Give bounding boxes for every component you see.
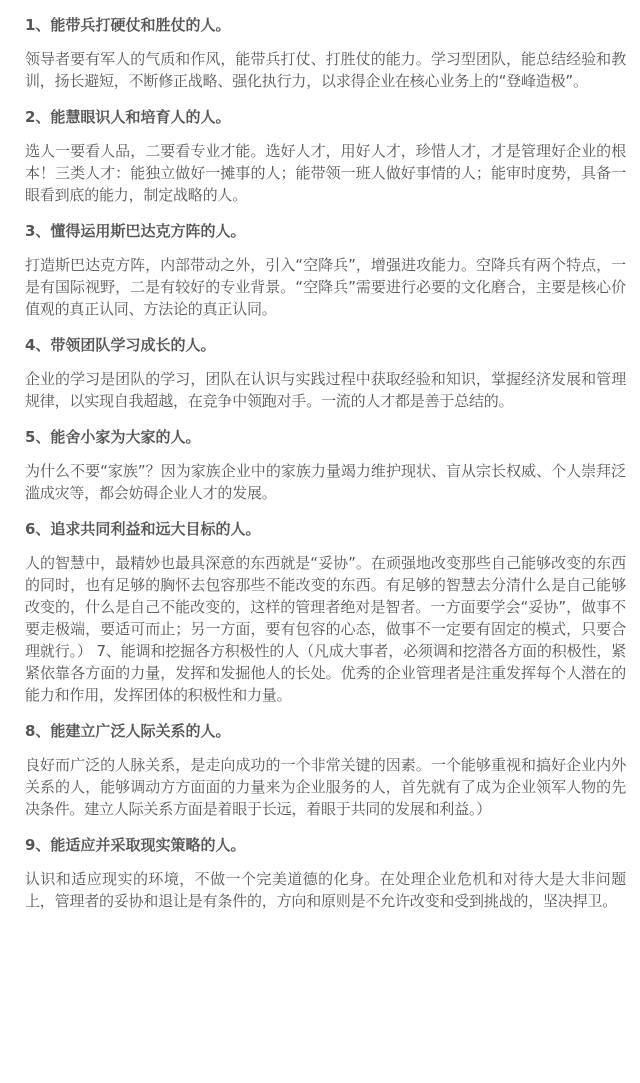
section-1 (25, 13, 626, 92)
section-heading: 8、能建立广泛人际关系的人。 (25, 722, 231, 740)
section-body: 为什么不要“家族”？因为家族企业中的家族力量竭力维护现状、盲从宗长权威、个人崇拜泛滥成灾等，都会妨碍企业人才的发展。 (25, 462, 626, 502)
section-5 (25, 425, 626, 504)
section-body: 领导者要有军人的气质和作风，能带兵打仗、打胜仗的能力。学习型团队，能总结经验和教训，扬长避短，不断修正战略、强化执行力，以求得企业在核心业务上的“登峰造极”。 (25, 50, 626, 90)
section-heading: 6、追求共同利益和远大目标的人。 (25, 520, 261, 538)
section-body: 打造斯巴达克方阵，内部带动之外，引入“空降兵”，增强进攻能力。空降兵有两个特点，一是有国际视野，二是有较好的专业背景。“空降兵”需要进行必要的文化磨合，主要是核心价值观的真正认同、方法论的真正认同。 (25, 256, 626, 318)
section-6 (25, 517, 626, 706)
section-heading: 9、能适应并采取现实策略的人。 (25, 836, 246, 854)
section-2 (25, 105, 626, 206)
section-body: 认识和适应现实的环境，不做一个完美道德的化身。在处理企业危机和对待大是大非问题上，管理者的妥协和退让是有条件的，方向和原则是不允许改变和受到挑战的，坚决捍卫。 (25, 870, 626, 910)
section-8 (25, 719, 626, 820)
section-body: 人的智慧中，最精妙也最具深意的东西就是“妥协”。在顽强地改变那些自己能够改变的东西的同时，也有足够的胸怀去包容那些不能改变的东西。有足够的智慧去分清什么是自己能够改变的，什么是自己不能改变的，这样的管理者绝对是智者。一方面要学会“妥协”，做事不要走极端，要适可而止；另一方面，要有包容的心态，做事不一定要有固定的模式，只要合理就行。） 7、能调和挖掘各方积极性的人（凡成大事者，必须调和挖潜各方面的积极性，紧紧依靠各方面的力量，发挥和发掘他人的长处。优秀的企业管理者是注重发挥每个人潜在的能力和作用，发挥团体的积极性和力量。 (25, 554, 626, 704)
section-body: 企业的学习是团队的学习，团队在认识与实践过程中获取经验和知识，掌握经济发展和管理规律，以实现自我超越，在竞争中领跑对手。一流的人才都是善于总结的。 (25, 370, 626, 410)
section-body: 良好而广泛的人脉关系，是走向成功的一个非常关键的因素。一个能够重视和搞好企业内外关系的人，能够调动方方面面的力量来为企业服务的人，首先就有了成为企业领军人物的先决条件。建立人际关系方面是着眼于长远，着眼于共同的发展和利益。） (25, 756, 626, 818)
section-heading: 1、能带兵打硬仗和胜仗的人。 (25, 16, 231, 34)
section-heading: 5、能舍小家为大家的人。 (25, 428, 201, 446)
section-heading: 4、带领团队学习成长的人。 (25, 336, 216, 354)
section-heading: 3、懂得运用斯巴达克方阵的人。 (25, 222, 246, 240)
section-4 (25, 333, 626, 412)
section-9 (25, 833, 626, 912)
section-3 (25, 219, 626, 320)
section-heading: 2、能慧眼识人和培育人的人。 (25, 108, 231, 126)
section-body: 选人一要看人品，二要看专业才能。选好人才，用好人才，珍惜人才，才是管理好企业的根本！三类人才：能独立做好一摊事的人；能带领一班人做好事情的人；能审时度势，具备一眼看到底的能力，制定战略的人。 (25, 142, 626, 204)
